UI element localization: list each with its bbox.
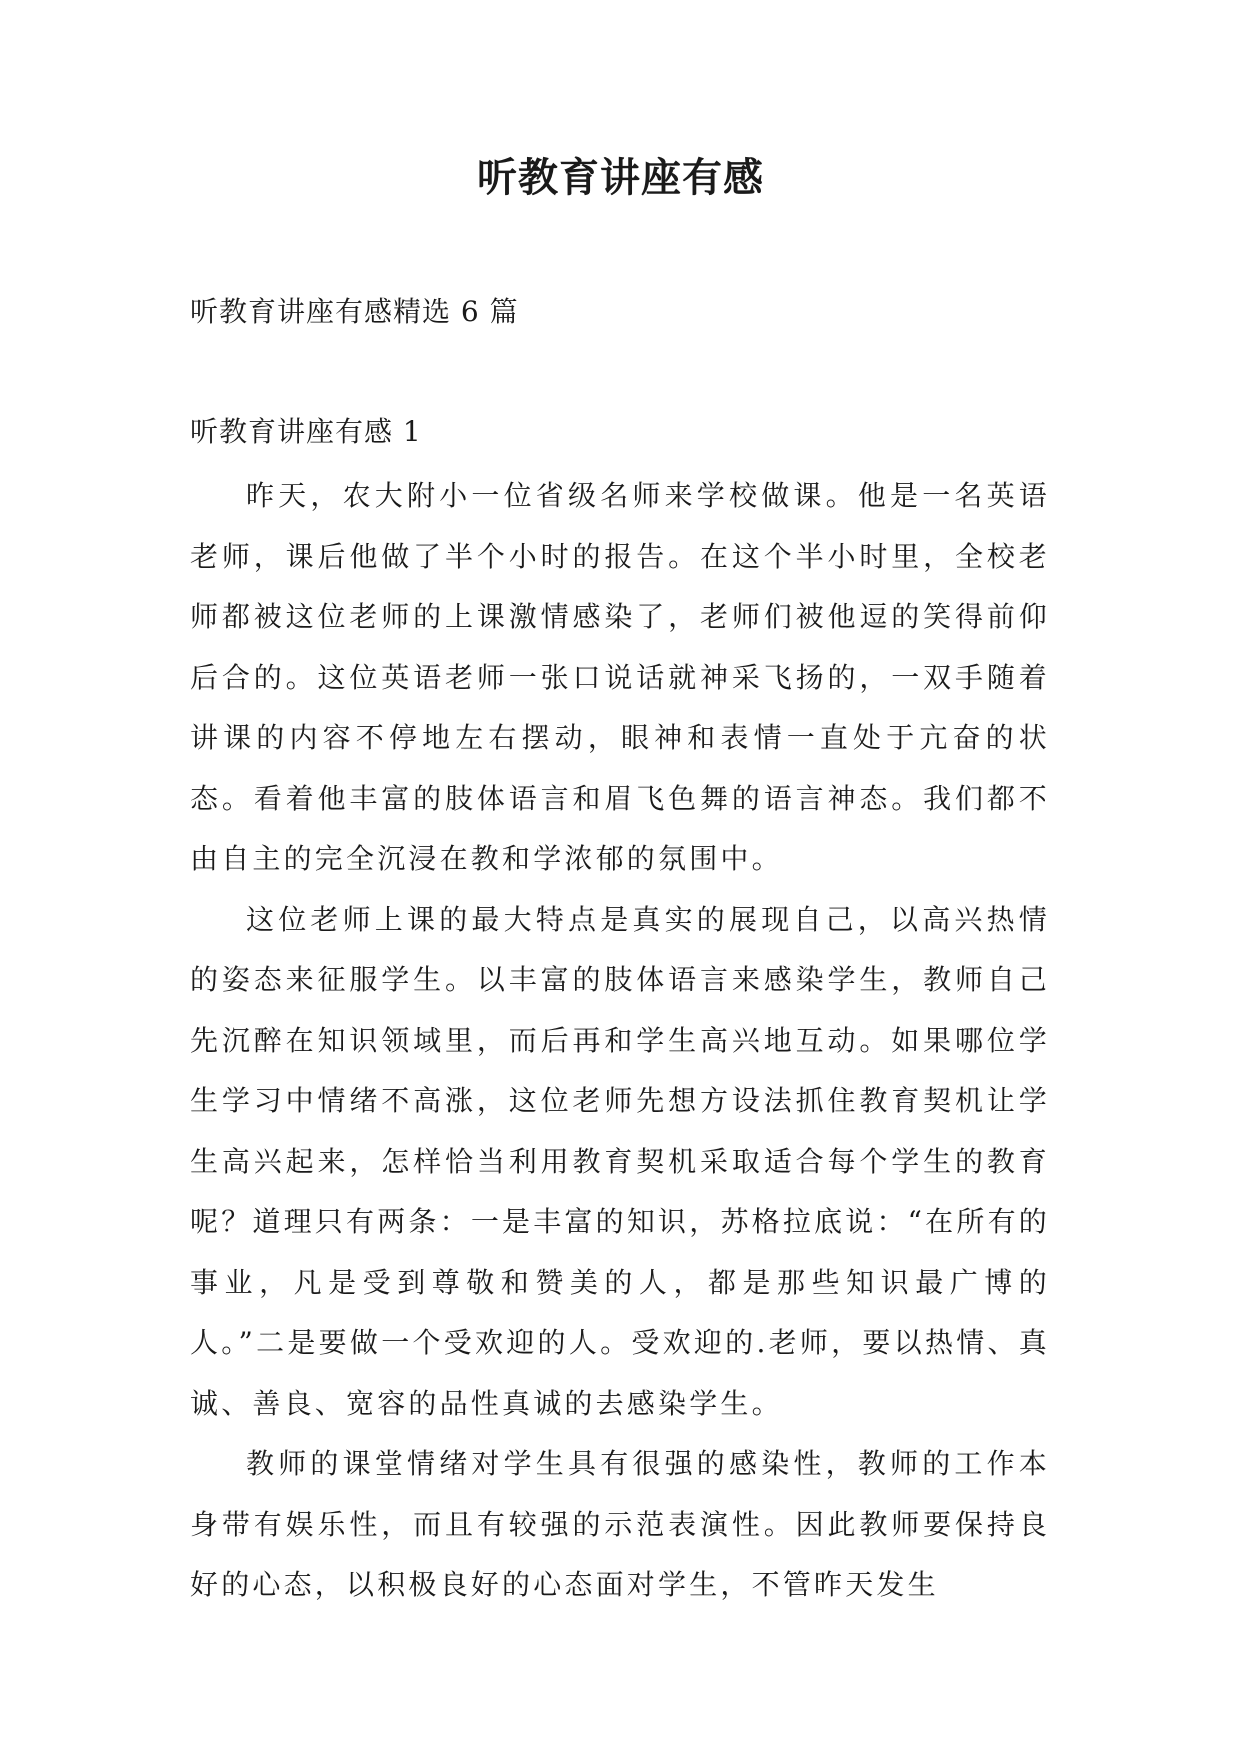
document-subtitle: 听教育讲座有感精选 6 篇 (190, 295, 519, 328)
paragraph: 这位老师上课的最大特点是真实的展现自己，以高兴热情的姿态来征服学生。以丰富的肢体语言来感染学生，教师自己先沉醉在知识领域里，而后再和学生高兴地互动。如果哪位学生学习中情绪不高涨，这位老师先想方设法抓住教育契机让学生高兴起来，怎样恰当利用教育契机采取适合每个学生的教育呢？道理只有两条：一是丰富的知识，苏格拉底说：“在所有的事业，凡是受到尊敬和赞美的人，都是那些知识最广博的人。”二是要做一个受欢迎的人。受欢迎的.老师，要以热情、真诚、善良、宽容的品性真诚的去感染学生。 (190, 902, 1050, 1420)
article-body (190, 466, 1050, 1616)
document-title: 听教育讲座有感 (477, 154, 764, 201)
paragraph: 昨天，农大附小一位省级名师来学校做课。他是一名英语老师，课后他做了半个小时的报告。在这个半小时里，全校老师都被这位老师的上课激情感染了，老师们被他逗的笑得前仰后合的。这位英语老师一张口说话就神采飞扬的，一双手随着讲课的内容不停地左右摆动，眼神和表情一直处于亢奋的状态。看着他丰富的肢体语言和眉飞色舞的语言神态。我们都不由自主的完全沉浸在教和学浓郁的氛围中。 (190, 479, 1050, 875)
section-heading: 听教育讲座有感 1 (190, 415, 422, 448)
paragraph: 教师的课堂情绪对学生具有很强的感染性，教师的工作本身带有娱乐性，而且有较强的示范表演性。因此教师要保持良好的心态，以积极良好的心态面对学生，不管昨天发生 (190, 1447, 1050, 1601)
